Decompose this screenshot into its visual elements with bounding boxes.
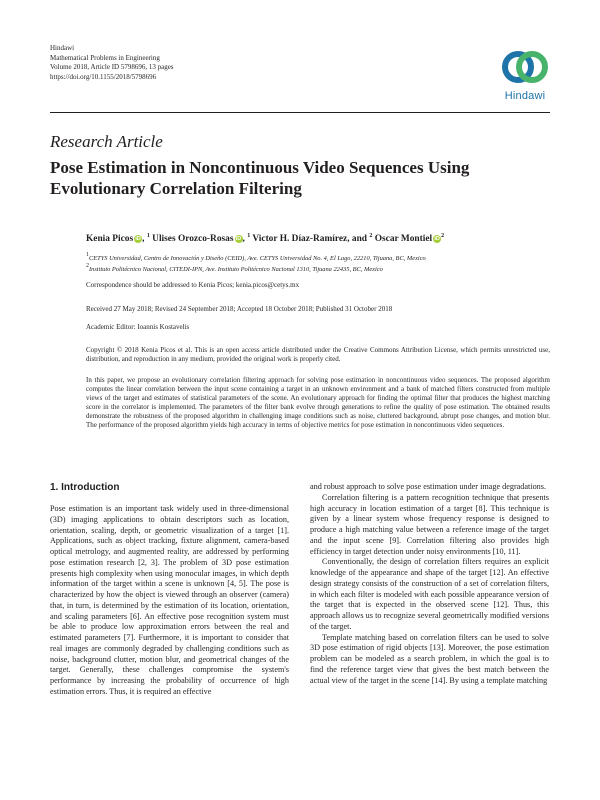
affiliation-text: Instituto Politécnico Nacional, CITEDI-IPN, Ave. Instituto Politécnico Nacional 1310, Tijuana 22435, BC, Mexico (89, 266, 383, 273)
body-paragraph: Conventionally, the design of correlation filters requires an explicit knowledge of the appearance and shape of the target [12]. An effective design strategy consists of the construction of a set of correlation filters, in which each filter is modeled with each possible appearance version of the target that is expected in the observed scene [12]. Thus, this approach allows us to recognize several geometrically modified versions of the target. (310, 557, 549, 631)
author-name: Victor H. Díaz-Ramírez (252, 234, 348, 244)
affiliation (86, 252, 426, 262)
affiliation-text: CETYS Universidad, Centro de Innovación y Diseño (CEID), Ave. CETYS Universidad No. 4, El Lago, 22210, Tijuana, BC, Mexico (89, 255, 426, 262)
affiliation (86, 263, 383, 273)
orcid-icon[interactable]: iD (434, 236, 440, 242)
logo-wordmark: Hindawi (504, 90, 546, 102)
hindawi-logo (494, 46, 556, 106)
correspondence: Correspondence should be addressed to Kenia Picos; kenia.picos@cetys.mx (86, 281, 300, 289)
left-column (50, 504, 289, 698)
author-name: Kenia Picos (86, 234, 134, 244)
affiliation-number: 2 (86, 263, 89, 269)
body-paragraph: Correlation filtering is a pattern recognition technique that presents high accuracy in location estimation of a target [8]. This technique is given by a linear system whose frequency response is designed to produce a high matching value between a reference image of the target and the input scene [9]. Correlation filtering also provides high efficiency in target detection under noisy environments [10, 11]. (310, 492, 549, 556)
volume-line: Volume 2018, Article ID 5798696, 13 pages (50, 63, 174, 72)
journal-name: Mathematical Problems in Engineering (50, 53, 160, 62)
orcid-icon[interactable]: iD (135, 236, 141, 242)
author-separator: , (242, 234, 248, 244)
journal-header (50, 44, 174, 82)
doi-link[interactable]: https://doi.org/10.1155/2018/5798696 (50, 72, 157, 81)
author-separator: , and (347, 234, 370, 244)
affiliation-number: 1 (86, 252, 89, 258)
title-line-1: Pose Estimation in Noncontinuous Video Sequences Using (50, 158, 470, 177)
copyright-notice: Copyright © 2018 Kenia Picos et al. This is an open access article distributed under the Creative Commons Attribution License, which permits unrestricted use, distribution, and reproduction in any medium, provided the original work is properly cited. (86, 346, 550, 363)
publication-dates: Received 27 May 2018; Revised 24 September 2018; Accepted 18 October 2018; Published 31 October 2018 (86, 305, 393, 313)
article-title (50, 157, 550, 199)
author-affiliation-number: 2 (441, 233, 445, 239)
author-name: Ulises Orozco-Rosas (152, 234, 234, 244)
author-affiliation-number: 1 (247, 233, 251, 239)
author-separator: , (142, 234, 147, 244)
abstract: In this paper, we propose an evolutionary correlation filtering approach for solving pose estimation in noncontinuous video sequences. The proposed algorithm computes the linear correlation between the input scene containing a target in an unknown environment and a bank of matched filters constructed from multiple views of the target and estimates of statistical parameters of the scene. An evolutionary approach for finding the optimal filter that produces the highest matching score in the correlator is implemented. The parameters of the filter bank evolve through generations to refine the quality of pose estimation. The obtained results demonstrate the robustness of the proposed algorithm in challenging image conditions such as noise, cluttered background, abrupt pose changes, and motion blur. The performance of the proposed algorithm yields high accuracy in terms of objective metrics for pose estimation in noncontinuous video sequences. (86, 376, 550, 429)
section-heading: 1. Introduction (50, 482, 120, 493)
header-divider (50, 112, 550, 113)
title-line-2: Evolutionary Correlation Filtering (50, 179, 302, 198)
body-paragraph: and robust approach to solve pose estimation under image degradations. (310, 482, 547, 491)
author-affiliation-number: 1 (146, 233, 150, 239)
body-paragraph: Template matching based on correlation filters can be used to solve 3D pose estimation of rigid objects [13]. Moreover, the pose estimation problem can be modeled as a search problem, in which the goal is to find the reference target view that gives the best match between the actual view of the target in the scene [14]. By using a template matching (310, 632, 549, 685)
author-list (86, 233, 444, 244)
academic-editor: Academic Editor: Ioannis Kostavelis (86, 323, 190, 331)
author-name: Oscar Montiel (374, 234, 433, 244)
body-paragraph: Pose estimation is an important task widely used in three-dimensional (3D) imaging applications to obtain descriptors such as location, orientation, scaling, depth, or geometric visualization of a target [1]. Applications, such as object tracking, fixture alignment, camera-based optical metrology, and augmented reality, are addressed by performing pose estimation research [2, 3]. The problem of 3D pose estimation presents high complexity when using monocular images, in which depth information of the target within a scene is unknown [4, 5]. The pose is characterized by how the object is viewed through an observer (camera) that, in turn, is determined by the estimation of its location, orientation, and scaling parameters [6]. An effective pose recognition system must be able to produce low approximation errors between the real and estimated parameters [7]. Furthermore, it is important to consider that real images are commonly degraded by challenging conditions such as noise, background clutter, motion blur, and geometrical changes of the target. Generally, these challenges compromise the system's performance by increasing the probability of occurrence of high estimation errors. Thus, it is required an effective (50, 504, 289, 696)
right-column (310, 482, 549, 686)
orcid-icon[interactable]: iD (235, 236, 242, 242)
article-type: Research Article (50, 132, 163, 151)
author-affiliation-number: 2 (369, 233, 373, 239)
hindawi-logo-icon (500, 46, 550, 88)
publisher-name: Hindawi (50, 44, 75, 52)
